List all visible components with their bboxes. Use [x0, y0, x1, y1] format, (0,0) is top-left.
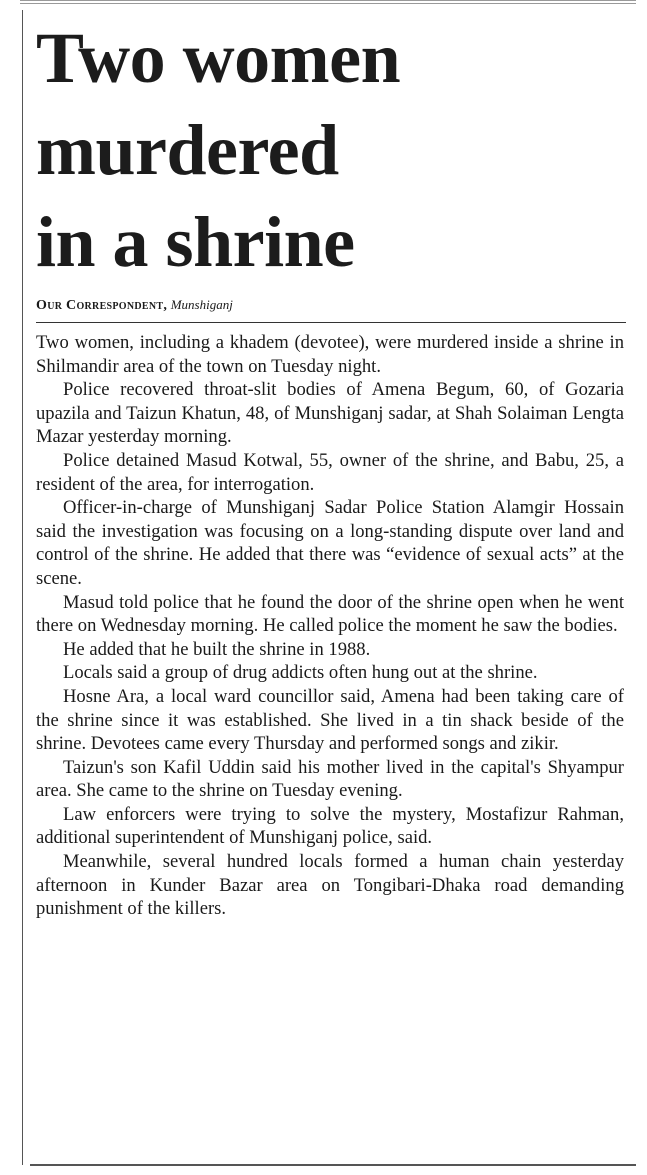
paragraph-8: Hosne Ara, a local ward councillor said, Amena had been taking care of the shrine since it was established. She lived in a tin shack beside of the shrine. Devotees came every Thursday and performed songs and zikir.: [36, 685, 624, 755]
byline-divider: [36, 322, 626, 323]
byline-location: Munshiganj: [170, 297, 233, 312]
paragraph-7: Locals said a group of drug addicts often hung out at the shrine.: [63, 662, 538, 684]
bottom-border-rule: [30, 1164, 636, 1166]
news-article: [36, 12, 624, 921]
headline-line-2: murdered: [36, 110, 339, 190]
column-left-rule: [22, 10, 23, 1165]
article-body: [36, 331, 624, 921]
byline: [36, 296, 624, 315]
headline-line-3: in a shrine: [36, 202, 355, 282]
paragraph-9: Taizun's son Kafil Uddin said his mother lived in the capital's Shyampur area. She came to the shrine on Tuesday evening.: [36, 756, 624, 802]
paragraph-6: He added that he built the shrine in 1988.: [63, 638, 371, 660]
top-border-rule: [20, 0, 636, 4]
byline-author: Our Correspondent,: [36, 298, 168, 313]
paragraph-4: Officer-in-charge of Munshiganj Sadar Police Station Alamgir Hossain said the investigation was focusing on a long-standing dispute over land and control of the shrine. He added that there was “evidence of sexual acts” at the scene.: [36, 497, 624, 589]
paragraph-10: Law enforcers were trying to solve the mystery, Mostafizur Rahman, additional superintendent of Munshiganj police, said.: [36, 803, 624, 849]
headline-line-1: Two women: [36, 18, 401, 98]
paragraph-2: Police recovered throat-slit bodies of Amena Begum, 60, of Gozaria upazila and Taizun Khatun, 48, of Munshiganj sadar, at Shah Solaiman Lengta Mazar yesterday morning.: [36, 379, 624, 448]
paragraph-5: Masud told police that he found the door of the shrine open when he went there on Wednesday morning. He called police the moment he saw the bodies.: [36, 591, 624, 637]
paragraph-1: Two women, including a khadem (devotee), were murdered inside a shrine in Shilmandir area of the town on Tuesday night.: [36, 332, 624, 377]
headline: [36, 12, 624, 288]
paragraph-3: Police detained Masud Kotwal, 55, owner of the shrine, and Babu, 25, a resident of the area, for interrogation.: [36, 449, 624, 495]
paragraph-11: Meanwhile, several hundred locals formed a human chain yesterday afternoon in Kunder Bazar area on Tongibari-Dhaka road demanding punishment of the killers.: [36, 851, 624, 920]
